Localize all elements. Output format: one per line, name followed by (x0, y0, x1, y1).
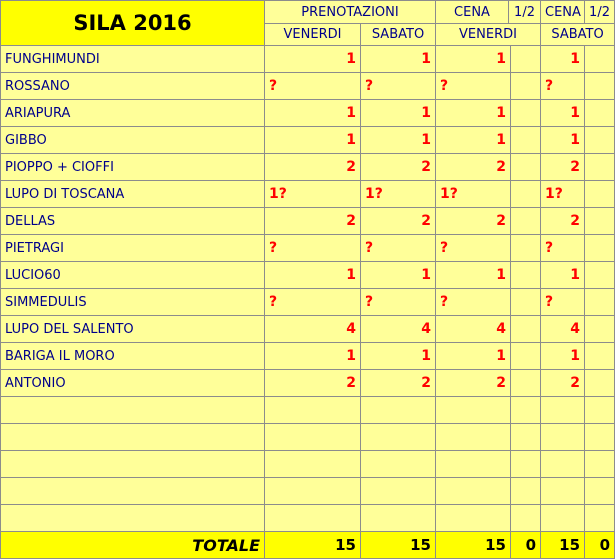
total-cena-sabato-cell[interactable]: 15 (541, 532, 585, 559)
cena-venerdi-cell[interactable] (436, 424, 511, 451)
half-venerdi-cell[interactable] (511, 289, 541, 316)
table-row (1, 208, 615, 235)
pren-sabato-cell[interactable] (361, 397, 436, 424)
total-half-venerdi-cell[interactable]: 0 (511, 532, 541, 559)
table-row (1, 235, 615, 262)
cena-venerdi-cell[interactable]: 2 (436, 208, 511, 235)
cena-venerdi-cell[interactable]: 2 (436, 154, 511, 181)
sheet-title[interactable]: SILA 2016 (1, 1, 265, 46)
pren-venerdi-cell[interactable]: 1 (265, 127, 361, 154)
guest-name-cell[interactable]: BARIGA IL MORO (1, 343, 265, 370)
half-venerdi-cell[interactable] (511, 154, 541, 181)
pren-venerdi-cell[interactable]: ? (265, 289, 361, 316)
cena-sabato-cell[interactable]: 1? (541, 181, 585, 208)
table-row (1, 424, 615, 451)
totals-label[interactable]: TOTALE (1, 532, 265, 559)
cena-venerdi-cell[interactable]: 1 (436, 127, 511, 154)
header-half-venerdi[interactable]: 1/2 (509, 1, 541, 24)
guest-name-cell[interactable]: PIETRAGI (1, 235, 265, 262)
cena-venerdi-cell[interactable]: ? (436, 235, 511, 262)
half-venerdi-cell[interactable] (511, 235, 541, 262)
table-row (1, 316, 615, 343)
cena-sabato-cell[interactable]: 2 (541, 154, 585, 181)
pren-venerdi-cell[interactable]: 1 (265, 46, 361, 73)
cena-venerdi-cell[interactable]: 1? (436, 181, 511, 208)
half-venerdi-cell[interactable] (511, 316, 541, 343)
cena-venerdi-cell[interactable]: 2 (436, 370, 511, 397)
header-sabato-prenotazioni[interactable]: SABATO (361, 24, 436, 46)
half-sabato-cell[interactable] (585, 181, 615, 208)
guest-name-cell[interactable] (1, 397, 265, 424)
cena-sabato-cell[interactable] (541, 451, 585, 478)
guest-name-cell[interactable]: LUCIO60 (1, 262, 265, 289)
table-row (1, 343, 615, 370)
cena-sabato-cell[interactable] (541, 478, 585, 505)
pren-venerdi-cell[interactable]: 1? (265, 181, 361, 208)
cena-venerdi-cell[interactable]: 4 (436, 316, 511, 343)
half-venerdi-cell[interactable] (511, 46, 541, 73)
cena-venerdi-cell[interactable] (436, 505, 511, 532)
half-sabato-cell[interactable] (585, 208, 615, 235)
cena-sabato-cell[interactable] (541, 397, 585, 424)
guest-name-cell[interactable]: FUNGHIMUNDI (1, 46, 265, 73)
pren-venerdi-cell[interactable] (265, 397, 361, 424)
pren-venerdi-cell[interactable]: 2 (265, 370, 361, 397)
table-row (1, 154, 615, 181)
half-sabato-cell[interactable] (585, 505, 615, 532)
header-cena-sabato[interactable]: CENA (541, 1, 585, 24)
half-sabato-cell[interactable] (585, 343, 615, 370)
half-sabato-cell[interactable] (585, 235, 615, 262)
table-row (1, 478, 615, 505)
header-venerdi-prenotazioni[interactable]: VENERDI (265, 24, 361, 46)
table-row (1, 181, 615, 208)
half-sabato-cell[interactable] (585, 424, 615, 451)
pren-sabato-cell[interactable]: 1 (361, 100, 436, 127)
half-sabato-cell[interactable] (585, 100, 615, 127)
total-half-sabato-cell[interactable]: 0 (585, 532, 615, 559)
guest-name-cell[interactable]: PIOPPO + CIOFFI (1, 154, 265, 181)
cena-venerdi-cell[interactable] (436, 478, 511, 505)
pren-sabato-cell[interactable]: ? (361, 73, 436, 100)
half-venerdi-cell[interactable] (511, 208, 541, 235)
table-row (1, 289, 615, 316)
pren-sabato-cell[interactable]: 1 (361, 46, 436, 73)
table-row (1, 262, 615, 289)
guest-name-cell[interactable]: DELLAS (1, 208, 265, 235)
half-sabato-cell[interactable] (585, 370, 615, 397)
half-venerdi-cell[interactable] (511, 451, 541, 478)
cena-sabato-cell[interactable]: 2 (541, 370, 585, 397)
table-row (1, 127, 615, 154)
half-sabato-cell[interactable] (585, 289, 615, 316)
pren-sabato-cell[interactable]: 1 (361, 127, 436, 154)
cena-sabato-cell[interactable] (541, 505, 585, 532)
guest-name-cell[interactable]: LUPO DI TOSCANA (1, 181, 265, 208)
guest-name-cell[interactable] (1, 451, 265, 478)
half-venerdi-cell[interactable] (511, 478, 541, 505)
pren-venerdi-cell[interactable]: 1 (265, 262, 361, 289)
guest-name-cell[interactable]: ANTONIO (1, 370, 265, 397)
pren-venerdi-cell[interactable]: ? (265, 73, 361, 100)
half-venerdi-cell[interactable] (511, 424, 541, 451)
cena-sabato-cell[interactable]: 2 (541, 208, 585, 235)
cena-venerdi-cell[interactable]: ? (436, 289, 511, 316)
header-cena-venerdi[interactable]: CENA (436, 1, 509, 24)
cena-sabato-cell[interactable]: 1 (541, 262, 585, 289)
cena-sabato-cell[interactable]: 1 (541, 46, 585, 73)
header-venerdi-cena[interactable]: VENERDI (436, 24, 541, 46)
cena-sabato-cell[interactable]: 1 (541, 127, 585, 154)
guest-name-cell[interactable] (1, 505, 265, 532)
guest-name-cell[interactable] (1, 478, 265, 505)
pren-sabato-cell[interactable]: ? (361, 289, 436, 316)
cena-sabato-cell[interactable]: ? (541, 235, 585, 262)
half-venerdi-cell[interactable] (511, 505, 541, 532)
cena-sabato-cell[interactable]: ? (541, 73, 585, 100)
pren-venerdi-cell[interactable]: 1 (265, 343, 361, 370)
half-venerdi-cell[interactable] (511, 397, 541, 424)
cena-sabato-cell[interactable]: 1 (541, 343, 585, 370)
cena-venerdi-cell[interactable]: 1 (436, 343, 511, 370)
cena-venerdi-cell[interactable]: ? (436, 73, 511, 100)
cena-sabato-cell[interactable]: 1 (541, 100, 585, 127)
total-cena-venerdi-cell[interactable]: 15 (436, 532, 511, 559)
half-sabato-cell[interactable] (585, 262, 615, 289)
pren-venerdi-cell[interactable] (265, 478, 361, 505)
cena-venerdi-cell[interactable] (436, 451, 511, 478)
pren-venerdi-cell[interactable]: 2 (265, 154, 361, 181)
table-row (1, 397, 615, 424)
half-venerdi-cell[interactable] (511, 343, 541, 370)
cena-sabato-cell[interactable]: ? (541, 289, 585, 316)
header-prenotazioni[interactable]: PRENOTAZIONI (265, 1, 436, 24)
half-venerdi-cell[interactable] (511, 370, 541, 397)
half-sabato-cell[interactable] (585, 46, 615, 73)
guest-name-cell[interactable]: LUPO DEL SALENTO (1, 316, 265, 343)
guest-name-cell[interactable]: GIBBO (1, 127, 265, 154)
cena-venerdi-cell[interactable] (436, 397, 511, 424)
half-venerdi-cell[interactable] (511, 100, 541, 127)
pren-venerdi-cell[interactable] (265, 505, 361, 532)
pren-sabato-cell[interactable] (361, 505, 436, 532)
table-row (1, 505, 615, 532)
half-sabato-cell[interactable] (585, 478, 615, 505)
total-pren-sabato-cell[interactable]: 15 (361, 532, 436, 559)
table-row (1, 73, 615, 100)
pren-sabato-cell[interactable] (361, 478, 436, 505)
pren-venerdi-cell[interactable]: ? (265, 235, 361, 262)
cena-venerdi-cell[interactable]: 1 (436, 262, 511, 289)
pren-venerdi-cell[interactable]: 4 (265, 316, 361, 343)
half-sabato-cell[interactable] (585, 316, 615, 343)
table-row (1, 451, 615, 478)
cena-venerdi-cell[interactable]: 1 (436, 100, 511, 127)
table-row (1, 100, 615, 127)
cena-venerdi-cell[interactable]: 1 (436, 46, 511, 73)
guest-name-cell[interactable]: SIMMEDULIS (1, 289, 265, 316)
guest-name-cell[interactable]: ROSSANO (1, 73, 265, 100)
pren-sabato-cell[interactable]: 2 (361, 154, 436, 181)
pren-sabato-cell[interactable]: 1 (361, 343, 436, 370)
half-sabato-cell[interactable] (585, 73, 615, 100)
half-sabato-cell[interactable] (585, 451, 615, 478)
total-pren-venerdi-cell[interactable]: 15 (265, 532, 361, 559)
guest-name-cell[interactable] (1, 424, 265, 451)
half-sabato-cell[interactable] (585, 154, 615, 181)
cena-sabato-cell[interactable] (541, 424, 585, 451)
pren-venerdi-cell[interactable] (265, 451, 361, 478)
pren-venerdi-cell[interactable]: 2 (265, 208, 361, 235)
pren-sabato-cell[interactable]: 1 (361, 262, 436, 289)
header-half-sabato[interactable]: 1/2 (585, 1, 615, 24)
half-venerdi-cell[interactable] (511, 262, 541, 289)
totals-row (1, 532, 615, 559)
half-venerdi-cell[interactable] (511, 127, 541, 154)
half-venerdi-cell[interactable] (511, 73, 541, 100)
table-row (1, 46, 615, 73)
pren-venerdi-cell[interactable]: 1 (265, 100, 361, 127)
half-venerdi-cell[interactable] (511, 181, 541, 208)
guest-name-cell[interactable]: ARIAPURA (1, 100, 265, 127)
pren-sabato-cell[interactable] (361, 451, 436, 478)
pren-sabato-cell[interactable] (361, 424, 436, 451)
pren-sabato-cell[interactable]: 4 (361, 316, 436, 343)
half-sabato-cell[interactable] (585, 397, 615, 424)
pren-venerdi-cell[interactable] (265, 424, 361, 451)
pren-sabato-cell[interactable]: ? (361, 235, 436, 262)
pren-sabato-cell[interactable]: 2 (361, 370, 436, 397)
pren-sabato-cell[interactable]: 1? (361, 181, 436, 208)
cena-sabato-cell[interactable]: 4 (541, 316, 585, 343)
table-row (1, 370, 615, 397)
half-sabato-cell[interactable] (585, 127, 615, 154)
header-row-1 (1, 1, 615, 24)
header-sabato-cena[interactable]: SABATO (541, 24, 615, 46)
pren-sabato-cell[interactable]: 2 (361, 208, 436, 235)
